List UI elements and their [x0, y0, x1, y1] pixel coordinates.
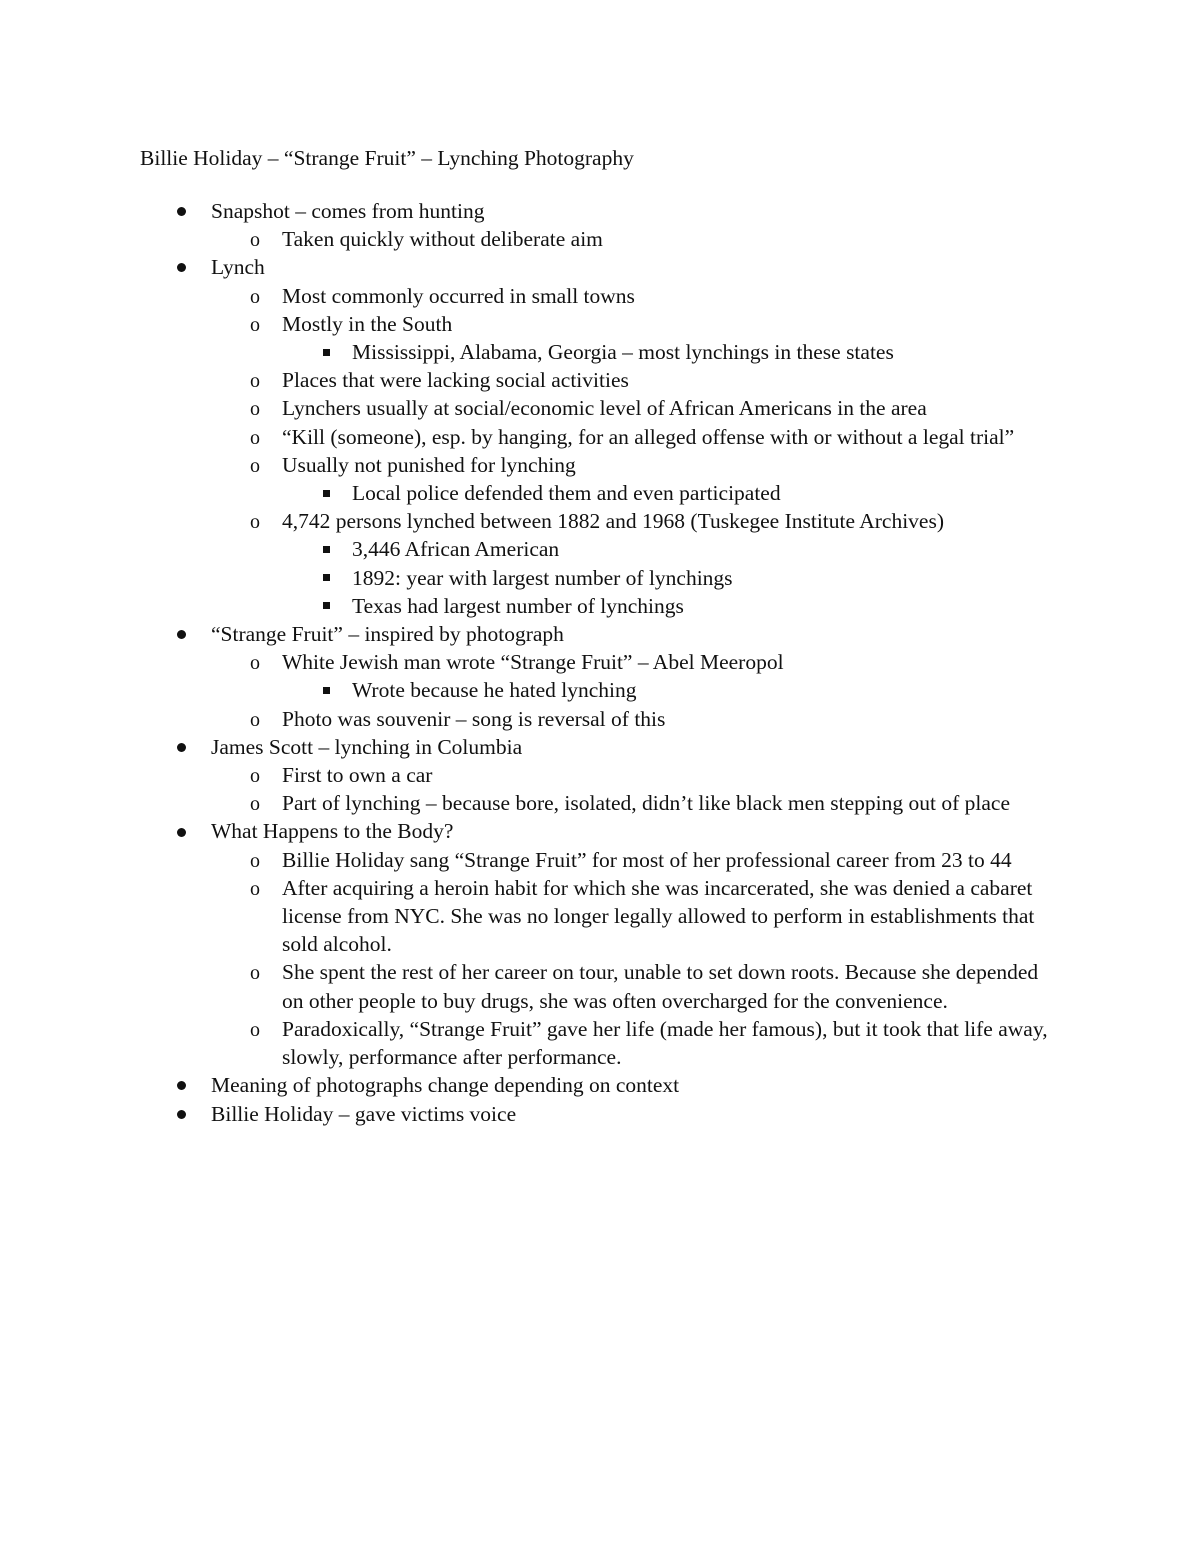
outline-item-level-2 — [250, 225, 1062, 253]
outline-item-level-3 — [352, 535, 1062, 563]
outline-item-level-2 — [250, 507, 1062, 535]
outline-item-text: 4,742 persons lynched between 1882 and 1968 (Tuskegee Institute Archives) — [282, 509, 944, 534]
outline-item-text: 3,446 African American — [352, 537, 560, 562]
outline-item-level-1 — [211, 253, 1061, 281]
bullet-square-icon — [316, 338, 336, 366]
bullet-circle-icon: o — [250, 511, 260, 534]
outline-item-level-3 — [352, 338, 1062, 366]
outline-item-text: Mississippi, Alabama, Georgia – most lynchings in these states — [352, 340, 894, 365]
outline-item-level-1 — [211, 733, 1061, 761]
outline-item-level-2 — [250, 366, 1062, 394]
outline-item-text: First to own a car — [282, 763, 433, 788]
bullet-disc-icon — [171, 1071, 191, 1099]
outline-item-level-3 — [352, 479, 1062, 507]
bullet-square-icon — [316, 479, 336, 507]
outline-item-text: 1892: year with largest number of lynchings — [352, 565, 733, 590]
outline-item-text: Snapshot – comes from hunting — [211, 199, 485, 223]
outline-item-text: Local police defended them and even participated — [352, 481, 781, 506]
outline-item-text: What Happens to the Body? — [211, 819, 454, 844]
bullet-square-icon — [316, 535, 336, 563]
outline-item-level-1 — [211, 1100, 1061, 1128]
bullet-circle-icon: o — [250, 229, 260, 252]
bullet-circle-icon: o — [250, 285, 260, 308]
outline-item-level-2 — [250, 451, 1062, 479]
bullet-square-icon — [316, 564, 336, 592]
bullet-outline — [0, 197, 1200, 1128]
bullet-disc-icon — [171, 1100, 191, 1128]
bullet-circle-icon: o — [250, 398, 260, 421]
outline-item-level-3 — [352, 564, 1062, 592]
bullet-square-icon — [316, 676, 336, 704]
outline-item-text: Lynch — [211, 255, 265, 280]
outline-item-level-2 — [250, 423, 1062, 451]
bullet-disc-icon — [171, 733, 191, 761]
outline-item-level-2 — [250, 874, 1062, 959]
outline-item-text: “Kill (someone), esp. by hanging, for an alleged offense with or without a legal trial” — [282, 424, 1015, 449]
outline-item-text: Places that were lacking social activities — [282, 368, 629, 393]
bullet-circle-icon: o — [250, 1018, 260, 1041]
bullet-circle-icon: o — [250, 708, 260, 731]
outline-item-level-2 — [250, 705, 1062, 733]
bullet-circle-icon: o — [250, 849, 260, 872]
outline-item-level-2 — [250, 1015, 1062, 1071]
outline-item-text: Part of lynching – because bore, isolated, didn’t like black men stepping out of place — [282, 791, 1011, 816]
outline-item-level-2 — [250, 394, 1062, 422]
outline-item-text: Paradoxically, “Strange Fruit” gave her life (made her famous), but it took that life away, slowly, performance after performance. — [282, 1016, 1048, 1070]
bullet-square-icon — [316, 592, 336, 620]
bullet-circle-icon: o — [250, 962, 260, 985]
bullet-circle-icon: o — [250, 426, 260, 449]
bullet-circle-icon: o — [250, 370, 260, 393]
outline-item-text: Mostly in the South — [282, 311, 453, 336]
outline-item-level-3 — [352, 676, 1062, 704]
bullet-circle-icon: o — [250, 765, 260, 788]
outline-item-text: After acquiring a heroin habit for which she was incarcerated, she was denied a cabaret license from NYC. She was no longer legally allowed to perform in establishments that sold alcohol. — [282, 875, 1035, 957]
bullet-circle-icon: o — [250, 877, 260, 900]
bullet-circle-icon: o — [250, 793, 260, 816]
outline-item-text: White Jewish man wrote “Strange Fruit” – Abel Meeropol — [282, 650, 784, 675]
outline-item-level-2 — [250, 648, 1062, 676]
bullet-circle-icon: o — [250, 454, 260, 477]
outline-item-text: Usually not punished for lynching — [282, 452, 576, 477]
bullet-circle-icon: o — [250, 313, 260, 336]
outline-item-text: Billie Holiday – gave victims voice — [211, 1101, 517, 1126]
outline-item-text: Meaning of photographs change depending on context — [211, 1073, 680, 1098]
outline-item-level-3 — [352, 592, 1062, 620]
outline-item-level-1 — [211, 817, 1061, 845]
outline-item-text: Photo was souvenir – song is reversal of this — [282, 706, 666, 731]
outline-item-level-2 — [250, 310, 1062, 338]
outline-item-text: Most commonly occurred in small towns — [282, 283, 635, 308]
bullet-disc-icon — [171, 253, 191, 281]
document-title: Billie Holiday – “Strange Fruit” – Lynching Photography — [140, 146, 634, 170]
bullet-circle-icon: o — [250, 652, 260, 675]
bullet-disc-icon — [171, 197, 191, 225]
outline-item-level-2 — [250, 282, 1062, 310]
bullet-disc-icon — [171, 620, 191, 648]
outline-item-text: “Strange Fruit” – inspired by photograph — [211, 622, 564, 647]
outline-item-level-1 — [211, 620, 1061, 648]
outline-item-level-1 — [211, 197, 1061, 225]
outline-item-text: James Scott – lynching in Columbia — [211, 734, 523, 759]
outline-item-text: Billie Holiday sang “Strange Fruit” for most of her professional career from 23 to 44 — [282, 847, 1012, 872]
outline-item-level-2 — [250, 958, 1062, 1014]
outline-item-text: Wrote because he hated lynching — [352, 678, 637, 703]
outline-item-text: Taken quickly without deliberate aim — [282, 227, 603, 252]
outline-item-level-1 — [211, 1071, 1061, 1099]
outline-item-level-2 — [250, 789, 1062, 817]
outline-item-text: She spent the rest of her career on tour, unable to set down roots. Because she depended on other people to buy drugs, she was often overcharged for the convenience. — [282, 960, 1039, 1013]
bullet-disc-icon — [171, 817, 191, 845]
outline-item-level-2 — [250, 761, 1062, 789]
outline-item-level-2 — [250, 846, 1062, 874]
outline-item-text: Lynchers usually at social/economic level of African Americans in the area — [282, 396, 927, 421]
outline-item-text: Texas had largest number of lynchings — [352, 593, 684, 618]
